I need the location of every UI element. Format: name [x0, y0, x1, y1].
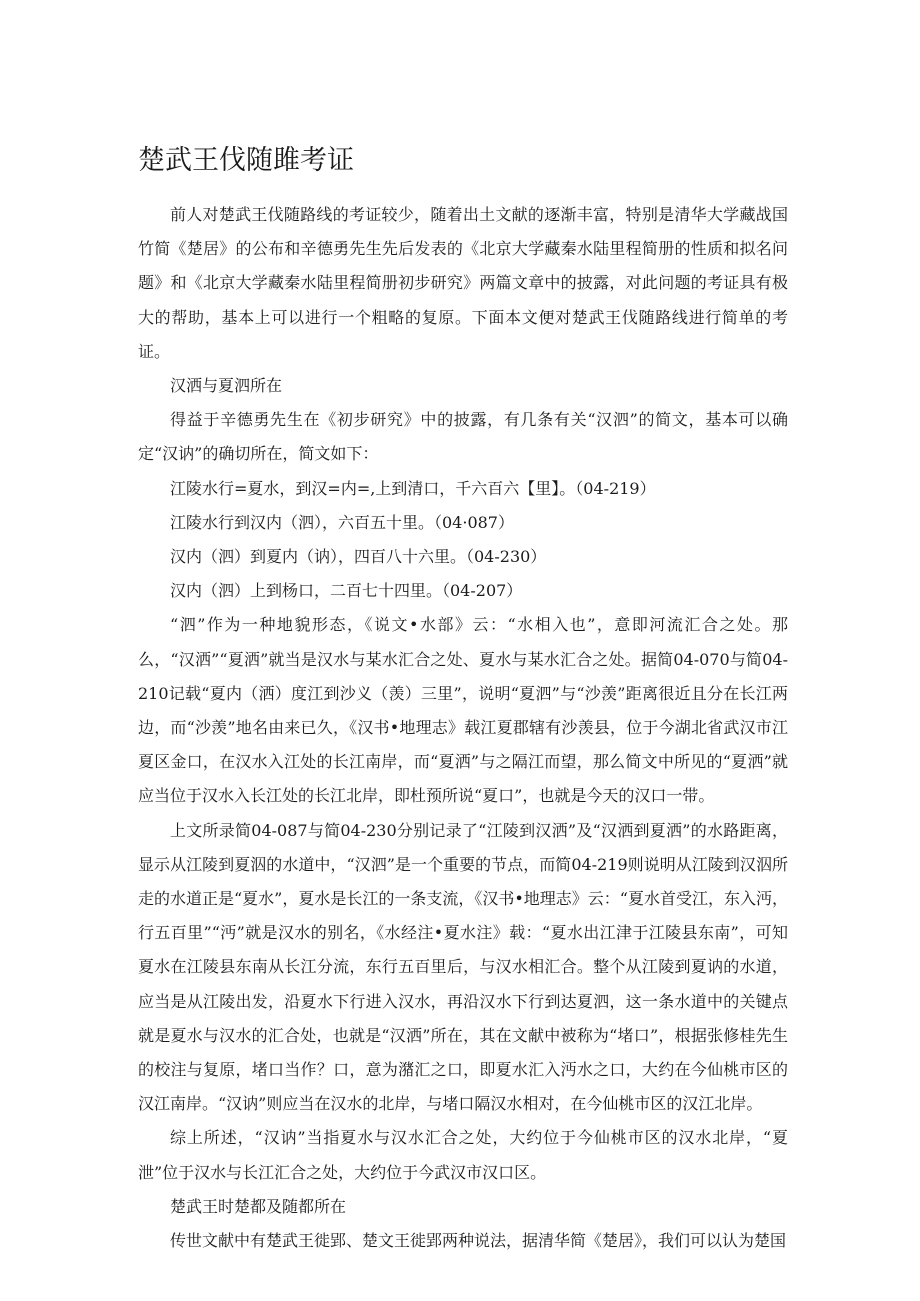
paragraph-intro: 前人对楚武王伐随路线的考证较少，随着出土文献的逐渐丰富，特别是清华大学藏战国竹简《楚居》的公布和辛德勇先生先后发表的《北京大学藏秦水陆里程简册的性质和拟名问题》和《北京大学藏秦水陆里程简册初步研究》两篇文章中的披露，对此问题的考证具有极大的帮助，基本上可以进行一个粗略的复原。下面本文便对楚武王伐随路线进行简单的考证。 — [138, 205, 788, 361]
paragraph-si-definition: “泗”作为一种地貌形态，《说文•水部》云：“水相入也”，意即河流汇合之处。那么，“汉洒”“夏洒”就当是汉水与某水汇合之处、夏水与某水汇合之处。据简04-070与简04-210记载“夏内（洒）度江到沙义（羡）三里”，说明“夏泗”与“沙羡”距离很近且分在长江两边，而“沙羡”地名由来已久，《汉书•地理志》载江夏郡辖有沙羡县，位于今湖北省武汉市江夏区金口，在汉水入江处的长江南岸，而“夏洒”与之隔江而望，那么简文中所见的“夏洒”就应当位于汉水入长江处的长江北岸，即杜预所说“夏口”，也就是今天的汉口一带。 — [138, 615, 788, 806]
paragraph-waterway-analysis: 上文所录简04-087与简04-230分别记录了“江陵到汉洒”及“汉洒到夏洒”的水路距离，显示从江陵到夏泅的水道中，“汉泗”是一个重要的节点，而简04-219则说明从江陵到汉泅所走的水道正是“夏水”，夏水是长江的一条支流，《汉书•地理志》云：“夏水首受江，东入沔，行五百里”“沔”就是汉水的别名，《水经注•夏水注》载：“夏水出江津于江陵县东南”，可知夏水在江陵县东南从长江分流，东行五百里后，与汉水相汇合。整个从江陵到夏讷的水道，应当是从江陵出发，沿夏水下行进入汉水，再沿汉水下行到达夏泗，这一条水道中的关键点就是夏水与汉水的汇合处，也就是“汉洒”所在，其在文献中被称为“堵口”，根据张修桂先生的校注与复原，堵口当作？口，意为潴汇之口，即夏水汇入沔水之口，大约在今仙桃市区的汉江南岸。“汉讷”则应当在汉水的北岸，与堵口隔汉水相对，在今仙桃市区的汉江北岸。 — [138, 820, 788, 1114]
section-heading-capitals: 楚武王时楚都及随都所在 — [170, 1196, 347, 1216]
quote-slip-04-219: 江陵水行=夏水，到汉=内=,上到清口，千六百六【里】。（04-219） — [170, 478, 656, 498]
paragraph-summary: 综上所述，“汉讷”当指夏水与汉水汇合之处，大约位于今仙桃市区的汉水北岸，“夏泄”位于汉水与长江汇合之处，大约位于今武汉市汉口区。 — [138, 1128, 788, 1182]
paragraph-capitals-start: 传世文献中有楚武王徙郢、楚文王徙郢两种说法，据清华简《楚居》，我们可以认为楚国 — [170, 1231, 787, 1251]
paragraph-jianwen-intro: 得益于辛德勇先生在《初步研究》中的披露，有几条有关“汉泗”的简文，基本可以确定“汉讷”的确切所在，简文如下： — [138, 410, 788, 464]
quote-slip-04-230: 汉内（泗）到夏内（讷），四百八十六里。（04-230） — [170, 547, 547, 567]
section-heading-hansi-xiasi: 汉洒与夏泗所在 — [170, 376, 283, 396]
document-title: 楚武王伐随雎考证 — [138, 145, 354, 176]
document-body — [138, 198, 788, 1258]
quote-slip-04-207: 汉内（泗）上到杨口，二百七十四里。（04-207） — [170, 581, 523, 601]
quote-slip-04-087: 江陵水行到汉内（泗），六百五十里。（04·087） — [170, 512, 514, 532]
